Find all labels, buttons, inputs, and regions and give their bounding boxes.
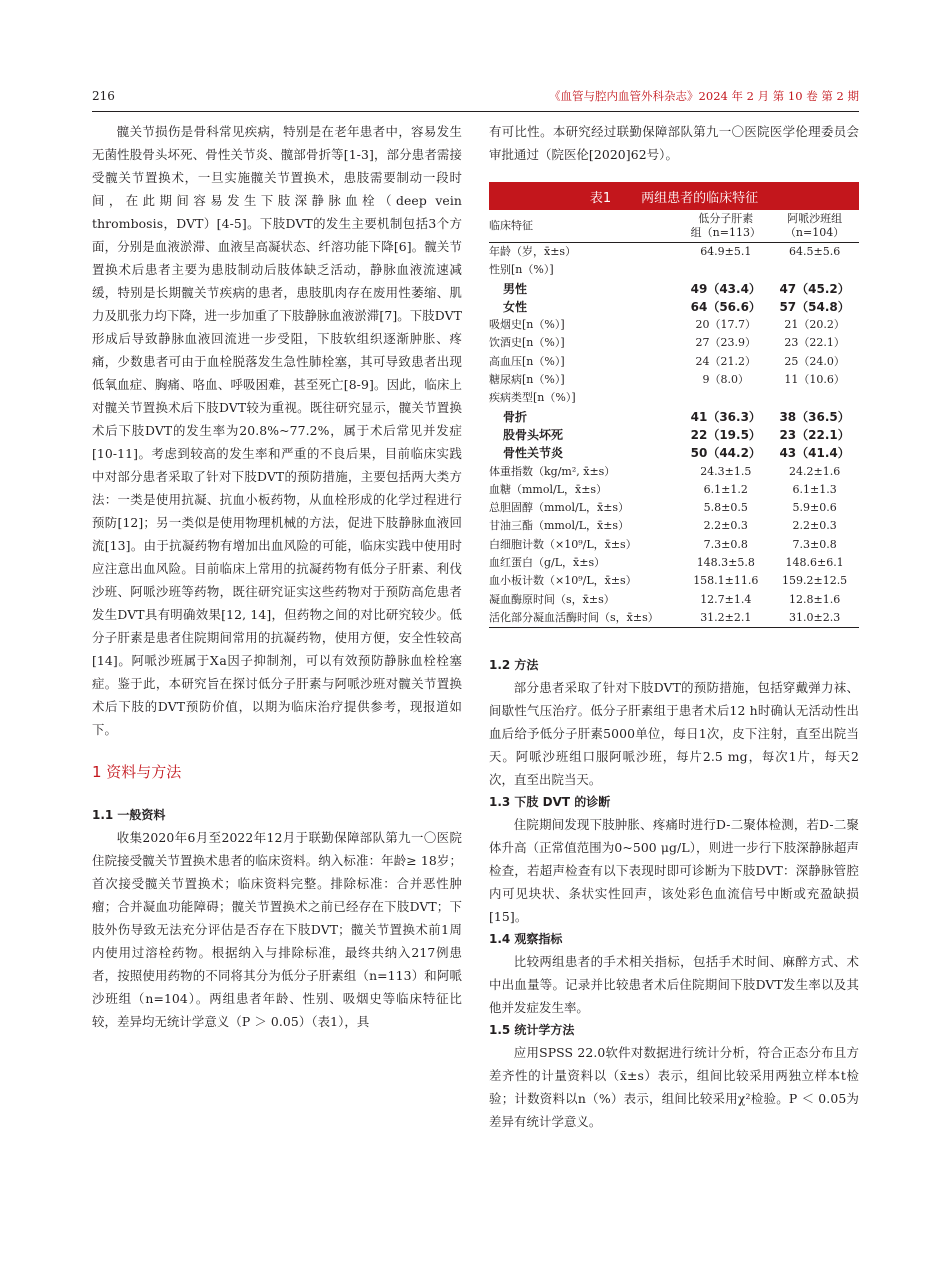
table1 xyxy=(489,210,859,628)
row-value-lmwh: 7.3±0.8 xyxy=(703,537,748,551)
methods-paragraph: 部分患者采取了针对下肢DVT的预防措施，包括穿戴弹力袜、间歇性气压治疗。低分子肝素组于患者术后12 h时确认无活动性出血后给予低分子肝素5000单位，每日1次，皮下注射，直至出院当天。阿哌沙班组口服阿哌沙班，每片2.5 mg，每次1片，每天2次，直至出院当天。 xyxy=(489,680,859,788)
row-value-lmwh: 9（8.0） xyxy=(702,373,750,387)
row-label: 高血压[n（%）] xyxy=(489,354,565,368)
row-value-lmwh: 148.3±5.8 xyxy=(696,556,755,570)
row-value-lmwh: 6.1±1.2 xyxy=(703,482,748,496)
row-label: 总胆固醇（mmol/L，x̄±s） xyxy=(489,501,630,515)
col-header-apixaban xyxy=(770,210,859,243)
col-header-apixaban-line2: （n=104） xyxy=(784,226,845,239)
row-label: 血糖（mmol/L，x̄±s） xyxy=(489,482,608,496)
row-value-apixaban: 159.2±12.5 xyxy=(781,574,848,588)
row-label: 骨折 xyxy=(503,409,528,424)
col-header-apixaban-line1: 阿哌沙班组 xyxy=(787,212,843,225)
row-value-apixaban: 25（24.0） xyxy=(784,354,845,368)
row-label: 疾病类型[n（%）] xyxy=(489,391,576,405)
row-value-apixaban: 47（45.2） xyxy=(779,281,850,296)
intro-paragraph: 髋关节损伤是骨科常见疾病，特别是在老年患者中，容易发生无菌性股骨头坏死、骨性关节炎、髋部骨折等[1-3]，部分患者需接受髋关节置换术，一旦实施髋关节置换术，患肢需要制动一段时间，在此期间容易发生下肢深静脉血栓（deep vein thrombosis，DVT）[4-5]。下肢DVT的发生主要机制包括3个方面，分别是血液淤滞、血液呈高凝状态、纤溶功能下降[6]。髋关节置换术后患者主要为患肢制动后肢体缺乏活动，静脉血液流速减缓，特别是长期髋关节疾病的患者，患肢肌肉存在废用性萎缩、肌力及肌张力均下降，进一步加重了下肢静脉血液淤滞[7]。下肢DVT形成后导致静脉血液回流进一步受阻，下肢软组织逐渐肿胀、疼痛，少数患者可由于血栓脱落发生急性肺栓塞，其可导致患者出现低氧血症、胸痛、咯血、呼吸困难，甚至死亡[8-9]。因此，临床上对髋关节置换术后下肢DVT较为重视。既往研究显示，髋关节置换术后下肢DVT的发生率为20.8%~77.2%，属于术后常见并发症[10-11]。考虑到较高的发生率和严重的不良后果，目前临床实践中对部分患者采取了针对下肢DVT的预防措施，主要包括两大类方法：一类是使用抗凝、抗血小板药物，从血栓形成的化学过程进行预防[12]；另一类似是使用物理机械的方法，促进下肢静脉血液回流[13]。由于抗凝药物有增加出血风险的可能，临床实践中使用时应注意出血风险。目前临床上常用的抗凝药物有低分子肝素、利伐沙班、阿哌沙班等药物，既往研究证实这些药物对于预防高危患者发生DVT具有明确效果[12, 14]，但药物之间的对比研究较少。低分子肝素是患者住院期间常用的抗凝药物，使用方便，安全性较高[14]。阿哌沙班属于Ⅹa因子抑制剂，可以有效预防静脉血栓栓塞症。鉴于此，本研究旨在探讨低分子肝素与阿哌沙班对髋关节置换术后下肢的DVT预防价值，以期为临床治疗提供参考，现报道如下。 xyxy=(92,124,462,737)
row-value-lmwh: 31.2±2.1 xyxy=(681,609,770,628)
row-value-lmwh: 50（44.2） xyxy=(690,446,761,461)
row-value-lmwh: 24（21.2） xyxy=(695,354,757,368)
row-value-apixaban: 31.0±2.3 xyxy=(770,609,859,628)
subsection-title-diagnosis: 1.3 下肢 DVT 的诊断 xyxy=(489,795,611,810)
table-row xyxy=(489,408,859,426)
row-label: 白细胞计数（×10⁹/L，x̄±s） xyxy=(489,537,637,551)
row-value-apixaban: 43（41.4） xyxy=(779,446,850,461)
diagnosis-paragraph: 住院期间发现下肢肿胀、疼痛时进行D-二聚体检测，若D-二聚体升高（正常值范围为0~500 μg/L），则进一步行下肢深静脉超声检查，若超声检查有以下表现时即可诊断为下肢DVT：深静脉管腔内可见块状、条状实性回声，该处彩色血流信号中断或充盈缺损[15]。 xyxy=(489,817,859,925)
table-row xyxy=(489,261,859,279)
table-row xyxy=(489,517,859,535)
row-label: 女性 xyxy=(503,299,528,314)
table-row xyxy=(489,426,859,444)
col-header-lmwh-line2: 组（n=113） xyxy=(690,226,761,239)
row-value-apixaban xyxy=(770,389,859,407)
table1-title-bar xyxy=(489,182,859,210)
table-row xyxy=(489,609,859,628)
row-value-apixaban: 11（10.6） xyxy=(784,373,845,387)
table-row xyxy=(489,243,859,262)
row-value-apixaban: 21（20.2） xyxy=(784,318,845,332)
row-value-lmwh: 12.7±1.4 xyxy=(700,592,752,606)
row-value-apixaban: 5.9±0.6 xyxy=(792,501,837,515)
col-header-lmwh-line1: 低分子肝素 xyxy=(698,212,754,225)
row-value-lmwh: 22（19.5） xyxy=(690,427,761,442)
table-row xyxy=(489,572,859,590)
row-value-lmwh xyxy=(681,261,770,279)
row-value-lmwh: 2.2±0.3 xyxy=(703,519,748,533)
table1-title: 两组患者的临床特征 xyxy=(641,190,759,206)
table-row xyxy=(489,591,859,609)
table-row xyxy=(489,463,859,481)
row-value-apixaban xyxy=(770,261,859,279)
col-header-feature: 临床特征 xyxy=(489,210,681,243)
table1-header-row xyxy=(489,210,859,243)
header-rule xyxy=(92,111,859,112)
row-value-lmwh xyxy=(681,389,770,407)
row-value-apixaban: 57（54.8） xyxy=(779,299,850,314)
table-row xyxy=(489,389,859,407)
row-value-apixaban: 7.3±0.8 xyxy=(792,537,837,551)
row-value-apixaban: 64.5±5.6 xyxy=(788,245,841,258)
table-row xyxy=(489,353,859,371)
table-row xyxy=(489,280,859,298)
row-label: 体重指数（kg/m², x̄±s） xyxy=(489,464,616,478)
row-value-apixaban: 6.1±1.3 xyxy=(792,482,837,496)
table-row xyxy=(489,536,859,554)
row-value-lmwh: 64（56.6） xyxy=(690,299,761,314)
row-label: 血小板计数（×10⁹/L，x̄±s） xyxy=(489,574,637,588)
row-value-lmwh: 64.9±5.1 xyxy=(700,245,752,258)
row-label: 骨性关节炎 xyxy=(503,446,564,461)
table1-label: 表1 xyxy=(589,190,612,206)
row-value-apixaban: 23（22.1） xyxy=(779,427,850,442)
table-row xyxy=(489,371,859,389)
subsection-title-statistics: 1.5 统计学方法 xyxy=(489,1023,575,1038)
row-label: 年龄（岁，x̄±s） xyxy=(489,245,577,258)
row-label: 性别[n（%）] xyxy=(489,263,554,277)
row-label: 活化部分凝血活酶时间（s，x̄±s） xyxy=(489,609,681,628)
row-label: 凝血酶原时间（s，x̄±s） xyxy=(489,592,615,606)
table-row xyxy=(489,298,859,316)
table-row xyxy=(489,481,859,499)
row-label: 股骨头坏死 xyxy=(503,427,564,442)
subsection-title-methods: 1.2 方法 xyxy=(489,658,539,673)
row-value-apixaban: 24.2±1.6 xyxy=(788,464,841,478)
table-row xyxy=(489,554,859,572)
row-label: 甘油三酯（mmol/L，x̄±s） xyxy=(489,519,630,533)
row-value-lmwh: 41（36.3） xyxy=(690,409,761,424)
subsection-title-general-data: 1.1 一般资料 xyxy=(92,808,166,822)
row-value-apixaban: 38（36.5） xyxy=(779,409,850,424)
row-label: 血红蛋白（g/L，x̄±s） xyxy=(489,556,606,570)
table-row xyxy=(489,334,859,352)
left-column xyxy=(92,120,462,1033)
statistics-paragraph: 应用SPSS 22.0软件对数据进行统计分析，符合正态分布且方差齐性的计量资料以（x̄±s）表示，组间比较采用两独立样本t检验；计数资料以n（%）表示，组间比较采用χ²检验。P ＜ 0.05为差异有统计学意义。 xyxy=(489,1045,859,1130)
col-header-lmwh xyxy=(681,210,770,243)
journal-header: 《血管与腔内血管外科杂志》2024 年 2 月 第 10 卷 第 2 期 xyxy=(549,89,859,103)
row-label: 饮酒史[n（%）] xyxy=(489,336,565,350)
row-value-apixaban: 2.2±0.3 xyxy=(792,519,837,533)
table-row xyxy=(489,444,859,462)
indicators-paragraph: 比较两组患者的手术相关指标，包括手术时间、麻醉方式、术中出血量等。记录并比较患者术后住院期间下肢DVT发生率以及其他并发症发生率。 xyxy=(489,954,859,1016)
general-data-paragraph: 收集2020年6月至2022年12月于联勤保障部队第九一〇医院住院接受髋关节置换术患者的临床资料。纳入标准：年龄≥ 18岁；首次接受髋关节置换术；临床资料完整。排除标准：合并恶性肿瘤；合并凝血功能障碍；髋关节置换术之前已经存在下肢DVT；下肢外伤导致无法充分评估是否存在下肢DVT；髋关节置换术前1周内使用过溶栓药物。根据纳入与排除标准，最终共纳入217例患者，按照使用药物的不同将其分为低分子肝素组（n=113）和阿哌沙班组（n=104）。两组患者年龄、性别、吸烟史等临床特征比较，差异均无统计学意义（P ＞ 0.05）（表1），具 xyxy=(92,830,462,1029)
row-label: 男性 xyxy=(503,281,528,296)
right-column xyxy=(489,120,859,1133)
subsection-title-indicators: 1.4 观察指标 xyxy=(489,932,563,947)
row-value-lmwh: 5.8±0.5 xyxy=(703,501,748,515)
row-value-apixaban: 148.6±6.1 xyxy=(785,556,844,570)
row-label: 糖尿病[n（%）] xyxy=(489,373,565,387)
row-value-lmwh: 158.1±11.6 xyxy=(693,574,759,588)
row-value-apixaban: 23（22.1） xyxy=(784,336,845,350)
row-value-lmwh: 49（43.4） xyxy=(690,281,761,296)
row-value-lmwh: 20（17.7） xyxy=(695,318,757,332)
row-value-lmwh: 24.3±1.5 xyxy=(700,464,752,478)
section-title-materials-methods: 1 资料与方法 xyxy=(92,763,182,781)
continuation-paragraph: 有可比性。本研究经过联勤保障部队第九一〇医院医学伦理委员会审批通过（院医伦[2020]62号）。 xyxy=(489,124,859,162)
page-number: 216 xyxy=(92,89,115,103)
row-value-apixaban: 12.8±1.6 xyxy=(788,592,841,606)
row-value-lmwh: 27（23.9） xyxy=(695,336,757,350)
table-row xyxy=(489,499,859,517)
table-row xyxy=(489,316,859,334)
row-label: 吸烟史[n（%）] xyxy=(489,318,565,332)
